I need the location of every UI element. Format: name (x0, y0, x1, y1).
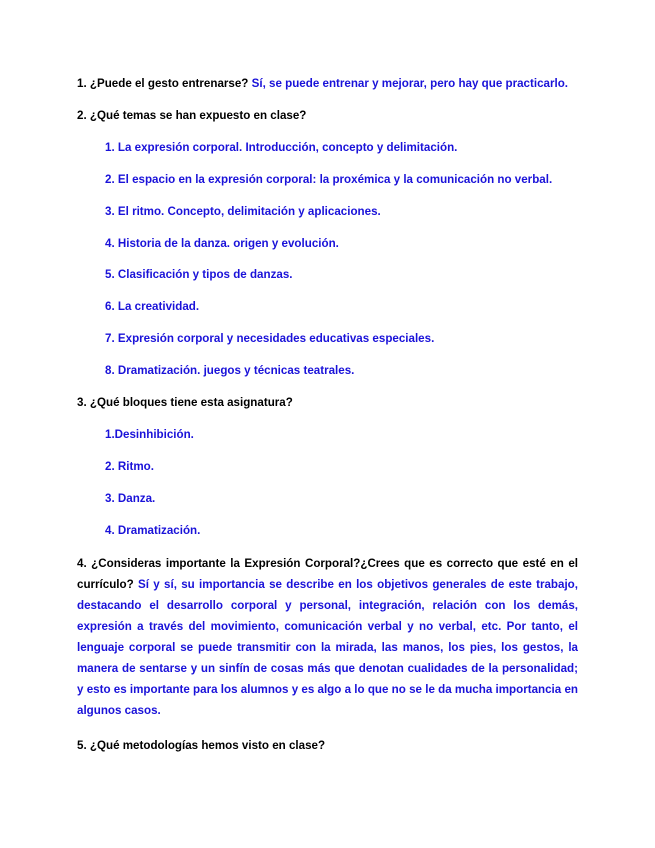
question-2: 2. ¿Qué temas se han expuesto en clase? (77, 109, 307, 122)
question-3: 3. ¿Qué bloques tiene esta asignatura? (77, 396, 293, 409)
topic-item: 8. Dramatización. juegos y técnicas teatrales. (105, 364, 355, 377)
topic-item: 5. Clasificación y tipos de danzas. (105, 268, 293, 281)
question-4-text: 4. ¿Consideras importante la Expresión Corporal?¿Crees que es correcto que esté en el currículo? (77, 557, 578, 591)
block-item: 3. Danza. (105, 492, 156, 505)
answer-1: Sí, se puede entrenar y mejorar, pero hay que practicarlo. (251, 77, 568, 90)
question-1 (77, 77, 568, 90)
topic-item: 1. La expresión corporal. Introducción, concepto y delimitación. (105, 141, 458, 154)
topic-item: 2. El espacio en la expresión corporal: la proxémica y la comunicación no verbal. (105, 173, 553, 186)
answer-4: Sí y sí, su importancia se describe en los objetivos generales de este trabajo, destacando el desarrollo corporal y personal, integración, relación con los demás, expresión a través del movimiento, comunicación verbal y no verbal, etc. Por tanto, el lenguaje corporal se puede transmitir con la mirada, las manos, los pies, los gestos, la manera de sentarse y un sinfín de cosas más que denotan cualidades de la personalidad; y esto es importante para los alumnos y es algo a lo que no se le da mucha importancia en algunos casos. (77, 578, 578, 717)
question-4 (77, 553, 578, 721)
topic-item: 3. El ritmo. Concepto, delimitación y aplicaciones. (105, 205, 381, 218)
topic-item: 4. Historia de la danza. origen y evolución. (105, 237, 339, 250)
question-5: 5. ¿Qué metodologías hemos visto en clase? (77, 739, 326, 752)
block-item: 2. Ritmo. (105, 460, 154, 473)
topic-item: 6. La creatividad. (105, 300, 200, 313)
question-1-text: 1. ¿Puede el gesto entrenarse? (77, 77, 249, 90)
block-item: 1.Desinhibición. (105, 428, 194, 441)
block-item: 4. Dramatización. (105, 524, 201, 537)
topic-item: 7. Expresión corporal y necesidades educativas especiales. (105, 332, 435, 345)
